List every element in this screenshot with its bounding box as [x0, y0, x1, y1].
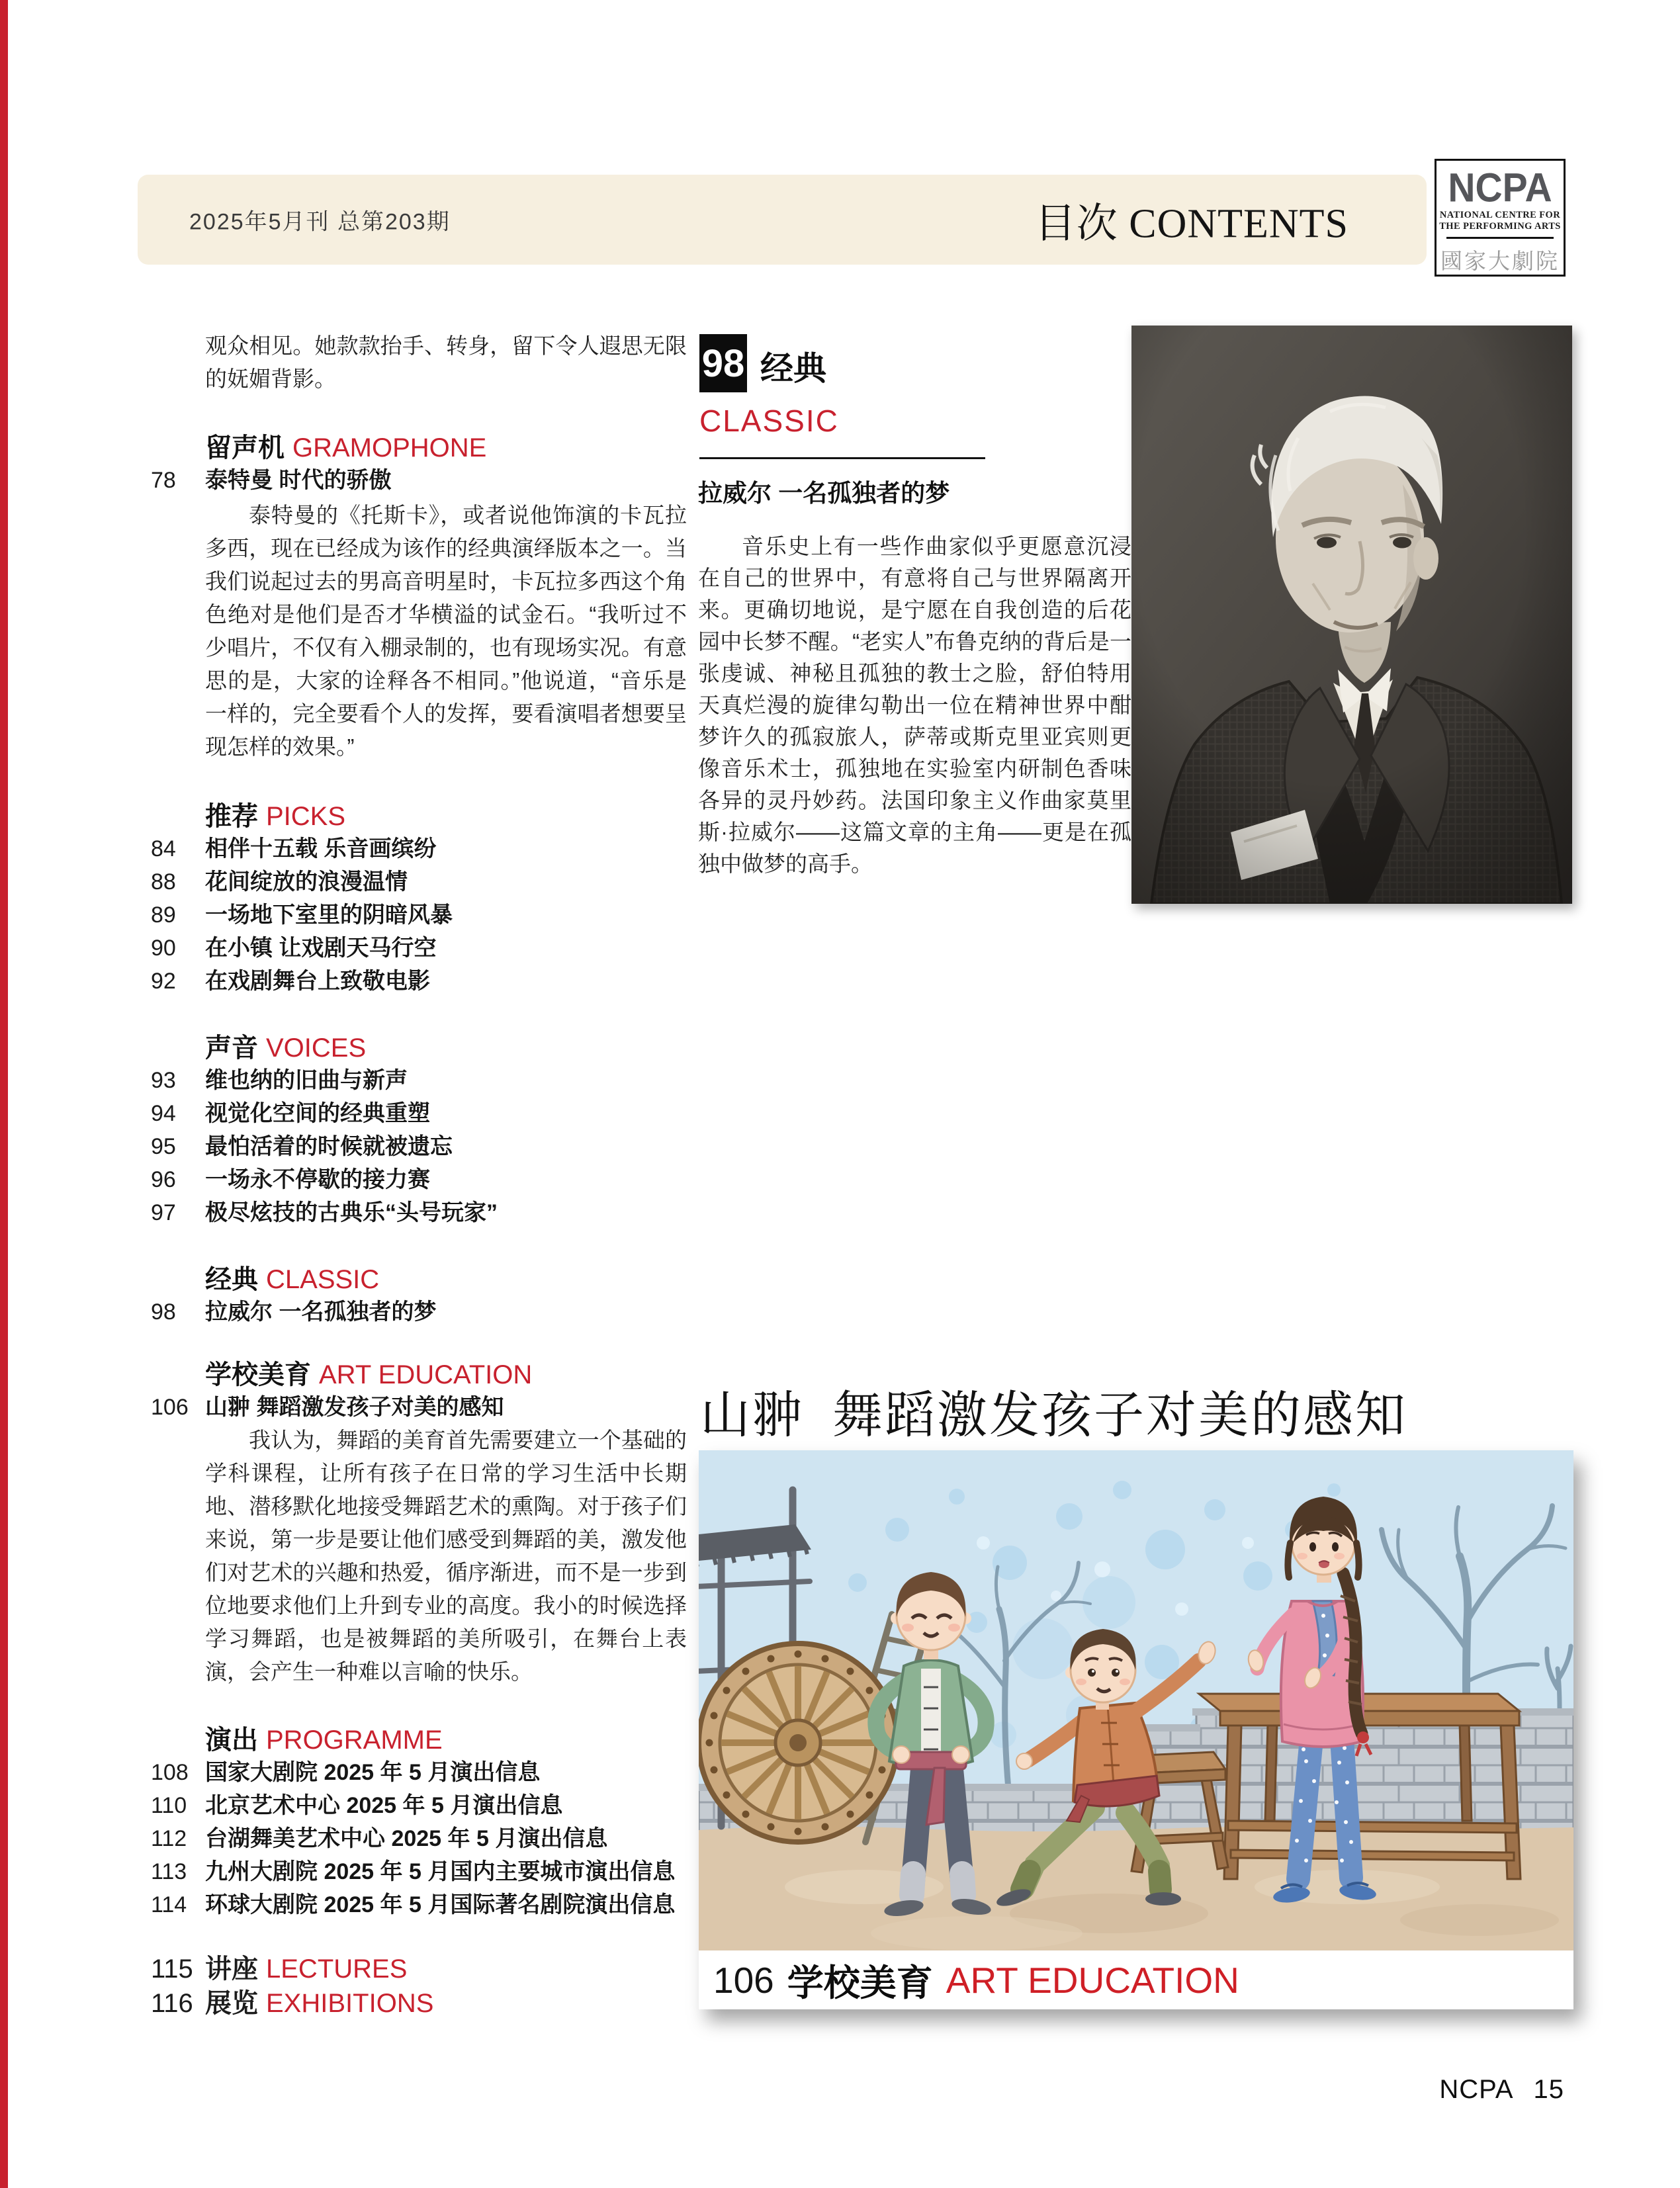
toc-item-page: 112 [151, 1826, 187, 1851]
gramophone-paragraph: 泰特曼的《托斯卡》，或者说他饰演的卡瓦拉多西，现在已经成为该作的经典演绎版本之一。当我们说起过去的男高音明星时，卡瓦拉多西这个角色绝对是他们是否才华横溢的试金石。“我听过不少唱片，不仅有入棚录制的，也有现场实况。有意思的是，大家的诠释各不相同。”他说道，“音乐是一样的，完全要看个人的发挥，要看演唱者想要呈现怎样的效果。” [205, 503, 687, 759]
toc-item[interactable] [151, 1097, 713, 1130]
section-header-gramophone [205, 432, 713, 464]
left-red-spine [0, 0, 8, 2188]
toc-item-lectures[interactable] [151, 1952, 713, 1986]
toc-item[interactable] [151, 1064, 713, 1097]
section-title-en: PROGRAMME [266, 1726, 443, 1755]
feature-page-number-box: 98 [699, 334, 747, 392]
toc-item-title: 九州大剧院 2025 年 5 月国内主要城市演出信息 [205, 1859, 676, 1884]
footer-page-number: 15 [1533, 2075, 1564, 2104]
toc-item[interactable] [151, 965, 713, 998]
ravel-portrait-svg [1131, 326, 1572, 904]
section-header-programme [205, 1724, 713, 1756]
toc-item-page: 93 [151, 1068, 176, 1093]
section-title-en: GRAMOPHONE [292, 433, 487, 462]
section-title-cjk: 学校美育 [205, 1360, 311, 1389]
feature-divider [699, 457, 985, 459]
cart-wheel [699, 1643, 897, 1842]
section-title-en: VOICES [266, 1033, 367, 1063]
toc-item-title: 拉威尔 一名孤独者的梦 [205, 1299, 437, 1325]
toc-column [151, 329, 713, 2021]
toc-item-page: 110 [151, 1793, 187, 1818]
toc-item[interactable] [151, 1295, 713, 1329]
ncpa-logo [1435, 159, 1566, 277]
toc-item[interactable] [151, 1756, 713, 1789]
toc-item-title: 泰特曼 时代的骄傲 [205, 468, 392, 493]
toc-item-title: 一场地下室里的阴暗风暴 [205, 902, 453, 928]
footer-brand: NCPA [1439, 2075, 1514, 2104]
section-title-cjk: 演出 [205, 1726, 258, 1755]
toc-item-title: 视觉化空间的经典重塑 [205, 1101, 430, 1126]
toc-item[interactable] [151, 832, 713, 865]
toc-item[interactable] [151, 1130, 713, 1163]
section-title-cjk: 展览 [205, 1989, 258, 2018]
contents-title: 目次 CONTENTS [1034, 201, 1348, 247]
caption-section-en: ART EDUCATION [946, 1959, 1239, 2001]
toc-item-page: 106 [151, 1395, 189, 1420]
section-title-cjk: 讲座 [205, 1954, 258, 1984]
feature-section-cjk: 经典 [760, 350, 826, 387]
toc-item[interactable] [151, 1822, 713, 1855]
feature-article-title: 拉威尔 一名孤独者的梦 [698, 480, 950, 507]
toc-item-page: 78 [151, 468, 176, 493]
toc-item-title: 国家大剧院 2025 年 5 月演出信息 [205, 1760, 541, 1785]
classic-feature [698, 334, 1135, 916]
toc-item-page: 113 [151, 1859, 187, 1884]
ncpa-logo-abbr: NCPA [1448, 165, 1552, 211]
ncpa-logo-cjk: 國家大劇院 [1440, 250, 1560, 274]
toc-item-page: 84 [151, 836, 176, 861]
toc-item-title: 在小镇 让戏剧天马行空 [205, 936, 437, 961]
toc-item-title: 相伴十五载 乐音画缤纷 [205, 836, 437, 861]
section-title-cjk: 声音 [205, 1033, 258, 1063]
toc-intro-paragraph: 观众相见。她款款抬手、转身，留下令人遐思无限的妩媚背影。 [205, 333, 687, 391]
feature-paragraph: 音乐史上有一些作曲家似乎更愿意沉浸在自己的世界中，有意将自己与世界隔离开来。更确切地说，是宁愿在自我创造的后花园中长梦不醒。“老实人”布鲁克纳的背后是一张虔诚、神秘且孤独的教士之脸，舒伯特用天真烂漫的旋律勾勒出一位在精神世界中酣梦许久的孤寂旅人，萨蒂或斯克里亚宾则更像音乐术士，孤独地在实验室内研制色香味各异的灵丹妙药。法国印象主义作曲家莫里斯·拉威尔——这篇文章的主角——更是在孤独中做梦的高手。 [698, 534, 1131, 876]
toc-item-title: 北京艺术中心 2025 年 5 月演出信息 [205, 1793, 563, 1818]
ravel-portrait-photo [1131, 326, 1572, 904]
section-title-en: PICKS [266, 802, 346, 831]
toc-item-title: 山翀 舞蹈激发孩子对美的感知 [205, 1395, 504, 1420]
section-header-art-education [205, 1359, 713, 1391]
section-title-en: EXHIBITIONS [266, 1989, 434, 2018]
section-title-cjk: 留声机 [205, 433, 285, 462]
toc-item-page: 114 [151, 1892, 187, 1917]
ncpa-logo-rule [1446, 237, 1553, 239]
toc-item-title: 台湖舞美艺术中心 2025 年 5 月演出信息 [205, 1826, 608, 1851]
feature-section-en: CLASSIC [699, 404, 839, 438]
toc-item-page: 92 [151, 969, 176, 994]
toc-item-page: 90 [151, 936, 176, 961]
toc-item-page: 116 [151, 1989, 193, 2018]
toc-item-page: 115 [151, 1954, 193, 1984]
toc-item-page: 108 [151, 1760, 189, 1785]
section-title-en: CLASSIC [266, 1265, 380, 1294]
toc-item[interactable] [151, 1196, 713, 1229]
toc-item[interactable] [151, 1789, 713, 1822]
toc-item-page: 97 [151, 1200, 176, 1225]
ncpa-logo-sub2: THE PERFORMING ARTS [1439, 221, 1561, 232]
toc-item[interactable] [151, 1855, 713, 1888]
toc-item-title: 在戏剧舞台上致敬电影 [205, 969, 430, 994]
section-title-en: ART EDUCATION [319, 1360, 533, 1389]
toc-item-title: 极尽炫技的古典乐“头号玩家” [205, 1200, 498, 1225]
toc-item-page: 89 [151, 902, 176, 928]
toc-item-title: 一场永不停歇的接力赛 [205, 1167, 430, 1192]
toc-item-title: 维也纳的旧曲与新声 [205, 1068, 408, 1093]
section-header-voices [205, 1032, 713, 1064]
toc-item-page: 96 [151, 1167, 176, 1192]
art-education-illustration [699, 1450, 1573, 2009]
ncpa-logo-sub1: NATIONAL CENTRE FOR [1439, 210, 1561, 220]
illustration-caption [699, 1950, 1573, 2009]
toc-item[interactable] [151, 1391, 713, 1424]
header-band [138, 175, 1427, 265]
toc-item-title: 最怕活着的时候就被遗忘 [205, 1134, 453, 1159]
art-feature-headline: 山翀 舞蹈激发孩子对美的感知 [700, 1388, 1407, 1444]
issue-label: 2025年5月刊 总第203期 [189, 209, 451, 235]
toc-item[interactable] [151, 464, 713, 497]
art-illustration-svg [699, 1450, 1573, 1950]
section-header-picks [205, 801, 713, 832]
toc-item-exhibitions[interactable] [151, 1986, 713, 2021]
caption-section-cjk: 学校美育 [787, 1962, 933, 2003]
toc-item[interactable] [151, 898, 713, 932]
toc-item[interactable] [151, 932, 713, 965]
toc-item-page: 95 [151, 1134, 176, 1159]
toc-item[interactable] [151, 1163, 713, 1196]
toc-item-page: 98 [151, 1299, 176, 1325]
photo-vignette [1131, 326, 1572, 904]
toc-item-page: 94 [151, 1101, 176, 1126]
toc-item-title: 环球大剧院 2025 年 5 月国际著名剧院演出信息 [205, 1892, 676, 1917]
toc-item[interactable] [151, 865, 713, 898]
section-title-cjk: 推荐 [205, 802, 258, 831]
toc-item-title: 花间绽放的浪漫温情 [205, 869, 408, 895]
section-title-cjk: 经典 [205, 1265, 258, 1294]
caption-page-number: 106 [713, 1959, 774, 2001]
section-title-en: LECTURES [266, 1954, 408, 1984]
toc-item[interactable] [151, 1888, 713, 1921]
art-education-paragraph: 我认为，舞蹈的美育首先需要建立一个基础的学科课程，让所有孩子在日常的学习生活中长期地、潜移默化地接受舞蹈艺术的熏陶。对于孩子们来说，第一步是要让他们感受到舞蹈的美，激发他们对艺术的兴趣和热爱，循序渐进，而不是一步到位地要求他们上升到专业的高度。我小的时候选择学习舞蹈，也是被舞蹈的美所吸引，在舞台上表演，会产生一种难以言喻的快乐。 [205, 1428, 687, 1684]
toc-item-page: 88 [151, 869, 176, 895]
section-header-classic [205, 1264, 713, 1295]
page-footer [1403, 2075, 1564, 2105]
